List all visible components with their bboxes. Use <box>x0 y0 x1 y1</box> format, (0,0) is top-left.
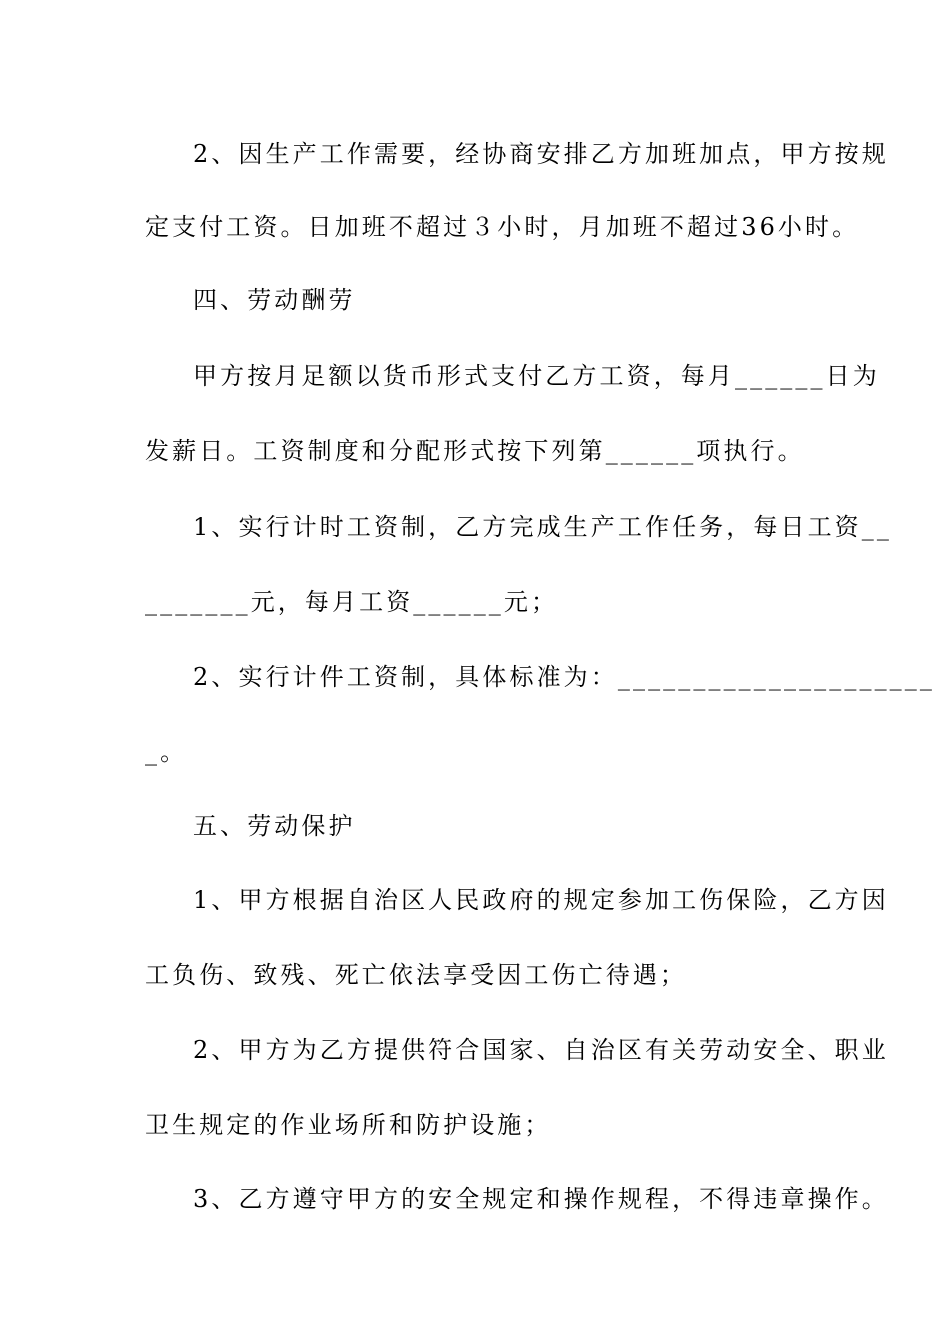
paragraph-time-wage-line-2: _______元，每月工资______元； <box>145 588 559 616</box>
paragraph-safety-facilities-line-1: 2、甲方为乙方提供符合国家、自治区有关劳动安全、职业 <box>193 1036 889 1064</box>
paragraph-injury-insurance-line-1: 1、甲方根据自治区人民政府的规定参加工伤保险，乙方因 <box>193 886 889 914</box>
paragraph-payday-line-2: 发薪日。工资制度和分配形式按下列第______项执行。 <box>145 437 805 465</box>
paragraph-time-wage-line-1: 1、实行计时工资制，乙方完成生产工作任务，每日工资__ <box>193 513 892 541</box>
paragraph-payday-line-1: 甲方按月足额以货币形式支付乙方工资，每月______日为 <box>193 362 880 390</box>
paragraph-overtime-line-2: 定支付工资。日加班不超过３小时，月加班不超过36小时。 <box>145 213 860 241</box>
paragraph-piece-wage-line-1: 2、实行计件工资制，具体标准为：_____________________ <box>193 663 935 691</box>
paragraph-safety-rules: 3、乙方遵守甲方的安全规定和操作规程，不得违章操作。 <box>193 1185 889 1213</box>
section-heading-remuneration: 四、劳动酬劳 <box>193 286 356 314</box>
paragraph-overtime-line-1: 2、因生产工作需要，经协商安排乙方加班加点，甲方按规 <box>193 140 889 168</box>
paragraph-safety-facilities-line-2: 卫生规定的作业场所和防护设施； <box>145 1111 552 1139</box>
section-heading-labor-protection: 五、劳动保护 <box>193 812 356 840</box>
paragraph-piece-wage-line-2: _。 <box>145 738 188 766</box>
paragraph-injury-insurance-line-2: 工负伤、致残、死亡依法享受因工伤亡待遇； <box>145 961 687 989</box>
